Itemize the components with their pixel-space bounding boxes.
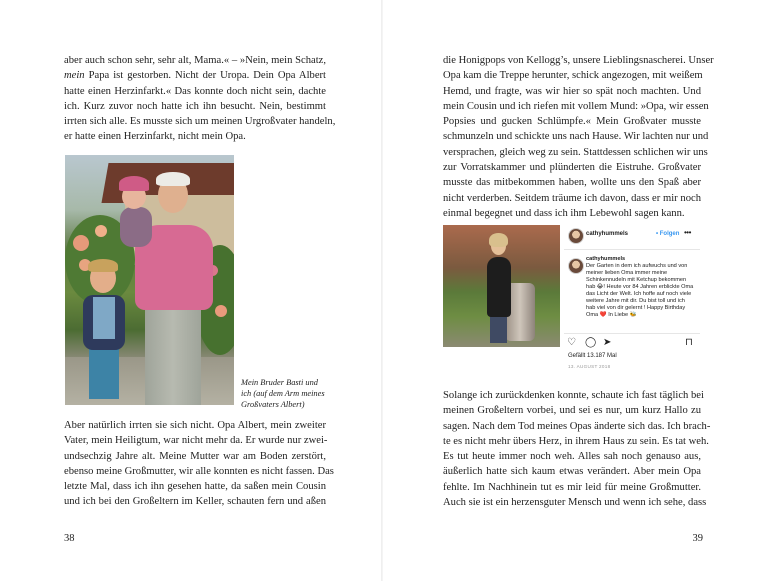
text-line: und ich bei den Großeltern im Keller, schauten fern und aßen (64, 496, 326, 508)
photo-caption (241, 378, 329, 410)
text-line: letzte Mal, dass ich ihn gesehen hatte, da saßen mein Cousin (64, 481, 326, 493)
text-line: Solange ich zurückdenken konnte, schaute ich fast täglich bei (443, 390, 704, 401)
bookmark-icon: ⊓ (685, 337, 693, 348)
post-date: 13. AUGUST 2018 (568, 364, 611, 369)
divider (564, 333, 700, 334)
avatar (568, 228, 584, 244)
right-top-paragraph (443, 53, 714, 221)
caption-line: Großvaters Albert) (241, 399, 305, 409)
page-number: 39 (692, 533, 703, 544)
text-line: fehlte. Im Nachhinein tut es mir leid für meine Großmutter. (443, 481, 701, 493)
instagram-post-screenshot (443, 225, 700, 372)
text-line: hatte einen Herzinfarkt.« Das konnte doch nicht sein, dachte (64, 85, 326, 97)
text-line: irrten sich alle. Es musste sich um meinen Urgroßvater handeln, (64, 116, 336, 128)
post-caption (586, 256, 694, 319)
text-line: Hemd, und fragte, was wir hier so spät noch machten. Und (443, 85, 701, 97)
heart-icon: ♡ (567, 337, 576, 348)
text-line: Opa kam die Treppe herunter, schick angezogen, mit weißem (443, 70, 703, 82)
share-icon: ➤ (603, 337, 612, 348)
more-options-icon: ••• (684, 228, 691, 237)
text-line: einmal begegnet und dass ich ihm Lebewohl sagen kann. (443, 207, 685, 219)
text-line: Auch sie ist ein herzensguter Mensch und wenn ich sehe, dass (443, 497, 707, 509)
post-handle: cathyhummels (586, 256, 626, 262)
text-line: Popsies und gucken Schlümpfe.« Mein Großvater musste (443, 116, 701, 128)
follow-link: • Folgen (656, 231, 680, 237)
italic-word: mein (64, 70, 85, 82)
text-line: Aber natürlich irrten sie sich nicht. Opa Albert, mein zweiter (64, 420, 326, 431)
text-line: te es nicht mehr übers Herz, in ihrem Haus zu sein. Es tat weh. (443, 435, 709, 447)
text-line: undsechzig Jahre alt. Meine Mutter war am Boden zerstört, (64, 450, 326, 462)
text-line: sagen. Nach dem Tod meines Opas änderte sich das. Ich brach- (443, 420, 711, 432)
caption-line: Mein Bruder Basti und (241, 378, 318, 387)
text-line: die Honigpops von Kellogg’s, unsere Lieblingsnascherei. Unser (443, 55, 714, 66)
post-text: Der Garten in dem ich aufwuchs und von meiner lieben Oma immer meine Schinkennudeln mit Ketchup bekommen hab 😂! Heute vor 84 Jahren erblickte Oma das Licht der Welt. Ich hoffe auf noch viele weitere Jahre mit dir. Du bist toll und ich hab viel von dir gelernt ! Happy Birthday Oma ❤️ In Liebe 🐝 (586, 263, 694, 318)
text-line: ebenso meine Großmutter, wir alle konnten es nicht fassen. Das (64, 465, 334, 477)
caption-line: ich (auf dem Arm meines (241, 388, 325, 398)
right-bottom-paragraph (443, 388, 711, 510)
instagram-handle: cathyhummels (586, 231, 629, 237)
left-top-paragraph (64, 53, 336, 145)
text-line (64, 68, 326, 83)
text-line: schmunzeln und schickte uns nach Hause. Wir lachten nur und (443, 131, 709, 143)
text-line-rest: Papa ist gestorben. Nicht der Uropa. Dein Opa Albert (84, 70, 326, 82)
text-line: äußerlich hatte sich kaum etwas verändert. Aber mein Opa (443, 466, 701, 478)
text-line: er hatte einen Herzinfarkt, nicht mein Opa. (64, 131, 246, 143)
likes-count: Gefällt 13.187 Mal (568, 353, 617, 359)
page-number: 38 (64, 533, 75, 544)
comment-icon: ◯ (585, 337, 597, 348)
text-line: musste das mitbekommen haben, wollte uns den Spaß aber (443, 177, 701, 189)
post-actions (567, 337, 697, 349)
instagram-panel (564, 225, 700, 372)
instagram-photo (443, 225, 560, 347)
left-bottom-paragraph (64, 418, 334, 510)
text-line: nicht verderben. Seitdem träume ich davon, dass er mir noch (443, 192, 701, 204)
text-line: versprachen, gleich weg zu sein. Stattdessen schlichen wir uns (443, 146, 708, 158)
text-line: Vater, mein Heiligtum, war nicht mehr da. Er wurde nur zwei- (64, 435, 328, 447)
text-line: zur Vorratskammer und plünderten die Eistruhe. Großvater (443, 162, 701, 174)
text-line: aber auch schon sehr, sehr alt, Mama.« – »Nein, mein Schatz, (64, 55, 326, 66)
family-photo (65, 155, 234, 405)
text-line: mein Cousin und ich riefen mit vollem Mund: »Opa, wir essen (443, 100, 709, 112)
text-line: ich. Kurz zuvor noch hatte ich ihn besucht. Nein, bestimmt (64, 100, 326, 112)
divider (564, 249, 700, 250)
avatar (568, 258, 584, 274)
text-line: Es tut heute immer noch weh. Alles sah noch genauso aus, (443, 451, 701, 463)
left-page (0, 0, 382, 581)
text-line: meinen Großeltern vorbei, und sei es nur, um kurz Hallo zu (443, 405, 701, 417)
